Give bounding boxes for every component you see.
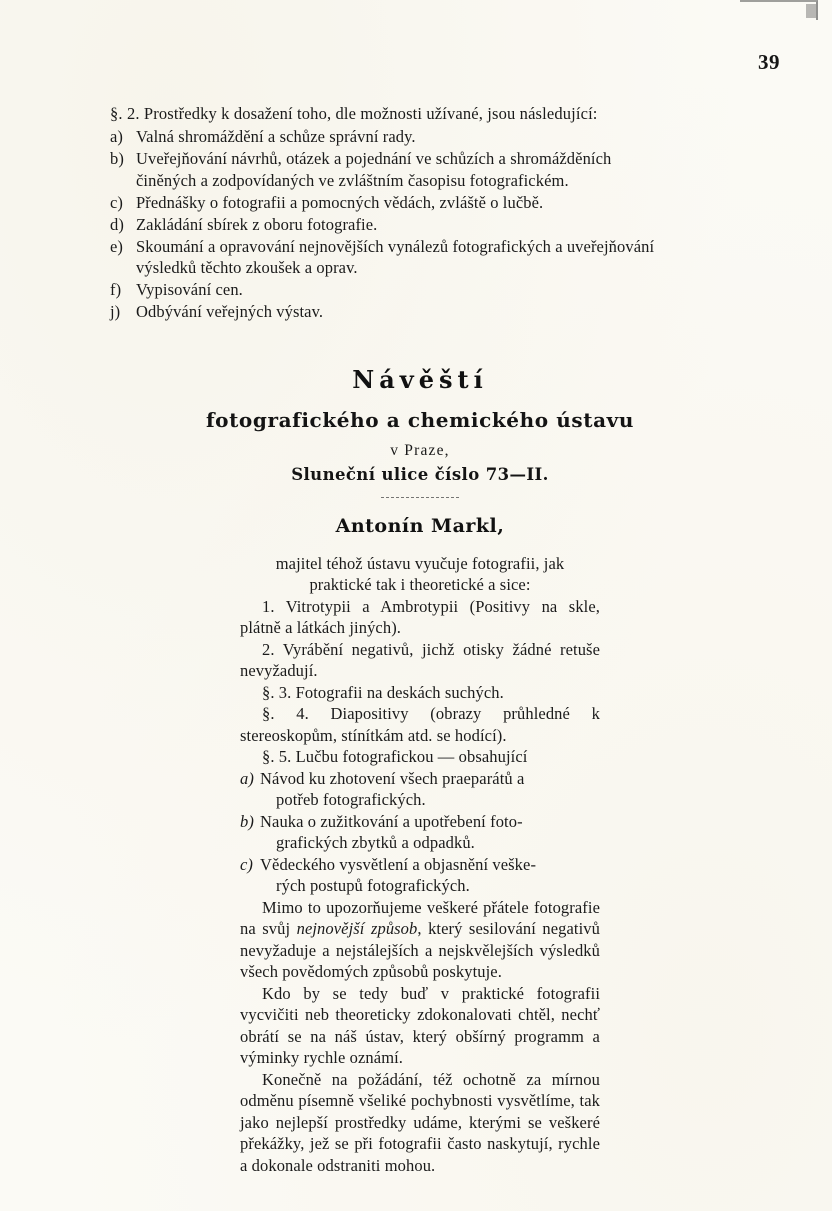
list-item-text (260, 854, 600, 897)
rules-list (110, 126, 730, 323)
list-item-line1: Uveřejňování návrhů, otázek a pojednání ve schůzích a shromážděních (136, 149, 612, 168)
list-item-text: Odbývání veřejných výstav. (136, 302, 324, 321)
list-item-text: Valná shromáždění a schůze správní rady. (136, 127, 416, 146)
advert-subtitle-institute: fotografického a chemického ústavu (205, 407, 635, 432)
list-item-marker: b) (240, 811, 254, 831)
list-item-text: Zakládání sbírek z oboru fotografie. (136, 214, 378, 234)
list-item-line1: Nauka o zužitkování a upotřebení foto- (260, 811, 523, 831)
list-item (110, 192, 730, 214)
list-item-marker: b) (110, 149, 124, 168)
advert-paragraph-3: Konečně na požádání, též ochotně za mírnou odměnu písemně všeliké pochybnosti vysvětlíme, tak jako nejlepší prostředky udáme, kterými se veškeré překážky, jež se při fotografii často naskytují, rychle a dokonale odstraniti mohou. (240, 1069, 600, 1175)
list-item-text (260, 811, 600, 854)
list-item (240, 811, 600, 854)
advert-service-5: §. 5. Lučbu fotografickou — obsahující (262, 747, 528, 766)
advert-sublist (240, 768, 600, 897)
advertisement-block (110, 365, 730, 1177)
list-item (240, 768, 600, 811)
list-item-marker: c) (240, 854, 254, 874)
divider-dotted-rule (381, 497, 459, 499)
advert-paragraph-2: Kdo by se tedy buď v praktické fotografii vycvičiti neb theoreticky zdokonalovati chtěl, nechť obrátí se na náš ústav, který obšírný programm a výminky rychle oznámí. (240, 983, 600, 1067)
advert-service-2: 2. Vyrábění negativů, jichž otisky žádné retuše nevyžadují. (240, 639, 600, 680)
list-item-text (136, 148, 730, 191)
list-item-line2: rých postupů fotografických. (276, 876, 470, 895)
advert-subtitle-address: Sluneční ulice číslo 73—II. (291, 464, 549, 484)
page-corner-mark (740, 0, 818, 20)
list-item-line1: Skoumání a opravování nejnovějších vynálezů fotografických a uveřejňování (136, 236, 655, 256)
list-item-marker: d) (110, 214, 124, 234)
list-item (110, 214, 730, 236)
list-item-marker: a) (240, 768, 254, 788)
rules-intro-line: §. 2. Prostředky k dosažení toho, dle možnosti užívané, jsou následující: (110, 104, 598, 123)
list-item-line1: Návod ku zhotovení všech praeparátů a (260, 768, 525, 788)
page-number: 39 (758, 50, 780, 74)
list-item (240, 854, 600, 897)
list-item-marker: a) (110, 127, 124, 146)
list-item (110, 279, 730, 301)
advert-paragraph-1-emphasis: nejnovější způsob (296, 919, 418, 938)
page-content (110, 103, 730, 1176)
list-item-marker: c) (110, 192, 124, 212)
advert-service-3: §. 3. Fotografii na deskách suchých. (262, 682, 504, 702)
list-item (110, 148, 730, 191)
list-item-text (260, 768, 600, 811)
list-item-marker: f) (110, 280, 122, 299)
list-item (110, 126, 730, 148)
advert-service-4: §. 4. Diapositivy (obrazy průhledné k stereoskopům, stínítkám atd. se hodící). (240, 704, 600, 745)
advert-service-1: 1. Vitrotypii a Ambrotypii (Positivy na skle, plátně a látkách jiných). (240, 596, 600, 637)
list-item (110, 236, 730, 279)
list-item-text: Vypisování cen. (136, 280, 243, 299)
advert-paragraph-1 (240, 897, 600, 983)
list-item (110, 301, 730, 323)
advert-body (240, 553, 600, 1177)
list-item-text (136, 236, 730, 279)
list-item-line2: potřeb fotografických. (276, 790, 426, 809)
list-item-line1: Vědeckého vysvětlení a objasnění veške- (260, 854, 537, 874)
advert-lead-line2: praktické tak i theoretické a sice: (309, 575, 531, 594)
list-item-marker: j) (110, 302, 121, 321)
list-item-text: Přednášky o fotografii a pomocných vědách, zvláště o lučbě. (136, 192, 544, 212)
list-item-line2: grafických zbytků a odpadků. (276, 833, 475, 852)
advert-title: Návěští (352, 364, 488, 394)
advert-lead-line1: majitel téhož ústavu vyučuje fotografii, jak (275, 553, 565, 573)
advert-paragraph-1-part2: , který sesilování negativů nevyžaduje a nejstálejších a nejskvělejších výsledků všech povědomých způsobů poskytuje. (240, 919, 600, 981)
advert-subtitle-city: v Praze, (390, 441, 450, 459)
list-item-line2: výsledků těchto zkoušek a oprav. (136, 258, 358, 277)
list-item-marker: e) (110, 236, 124, 256)
advert-owner-name: Antonín Markl, (335, 514, 505, 537)
advert-paragraph-1-part1: Mimo to upozorňujeme veškeré přátele fotografie na svůj (240, 897, 600, 938)
list-item-line2: činěných a zodpovídaných ve zvláštním časopisu fotografickém. (136, 170, 569, 190)
